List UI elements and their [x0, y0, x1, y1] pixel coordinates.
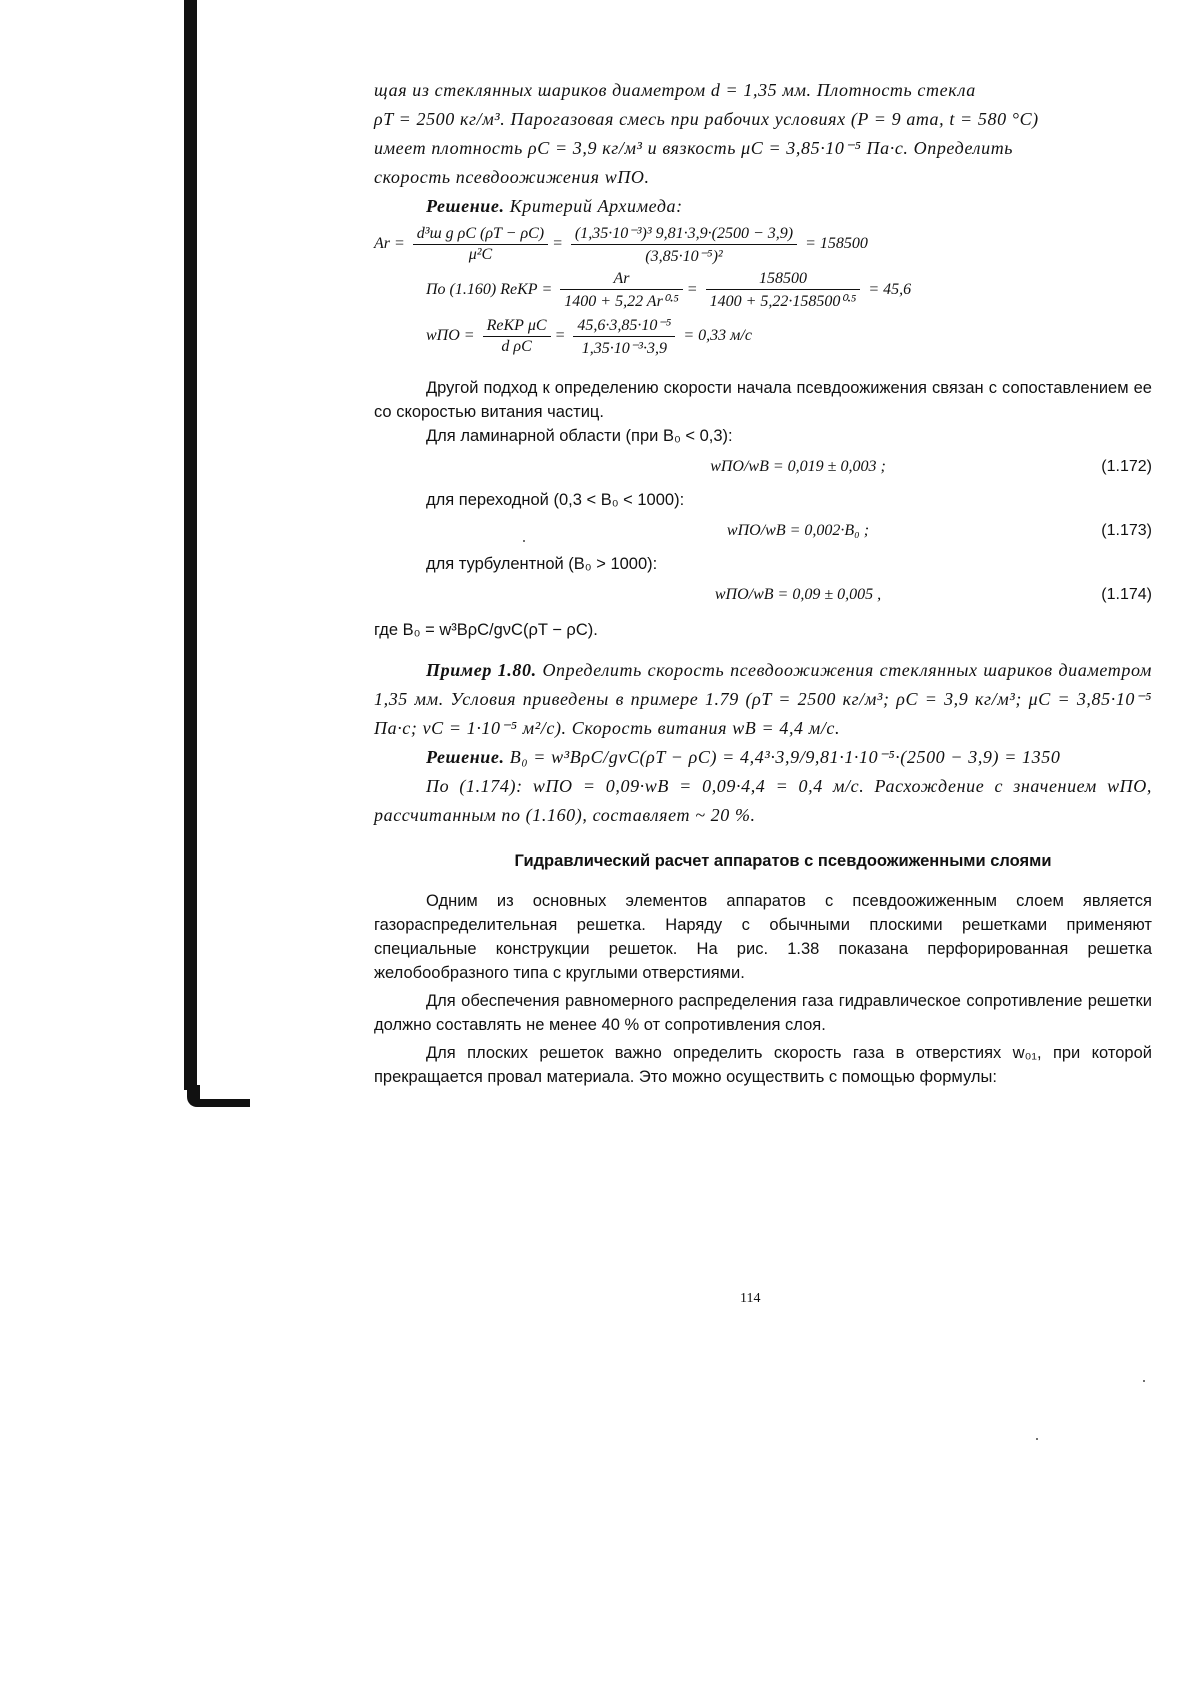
- paragraph-8: Одним из основных элементов аппаратов с псевдоожиженным слоем является газораспределительная решетка. Наряду с обычными плоскими решетками применяют специальные конструкции решеток. На рис. 1.38 показана перфорированная решетка желобообразного типа с круглыми отверстиями.: [374, 892, 1152, 982]
- paragraph-10: Для плоских решеток важно определить скорость газа в отверстиях w₀₁, при которой прекращается провал материала. Это можно осуществить с помощью формулы:: [374, 1044, 1152, 1086]
- re-prefix: По (1.160) ReКР =: [426, 281, 553, 299]
- re-fraction-1: [560, 270, 682, 311]
- page-content: [374, 76, 1152, 1089]
- text-line: ρT = 2500 кг/м³. Парогазовая смесь при рабочих условиях (P = 9 ama, t = 580 °C): [374, 109, 1039, 129]
- paragraph-6: где B₀ = w³ВρC/gνC(ρT − ρC).: [374, 621, 598, 639]
- equation-number: (1.172): [1101, 458, 1152, 475]
- fraction-denominator: 1,35·10⁻³·3,9: [581, 340, 667, 357]
- ar-result: = 158500: [805, 235, 868, 253]
- fraction-denominator: d ρC: [501, 338, 532, 355]
- fraction-numerator: ReКР μC: [483, 317, 551, 337]
- paragraph-1: [374, 76, 1152, 192]
- solution-line: [374, 192, 1152, 221]
- w-fraction-1: [483, 317, 551, 356]
- paragraph-4: для переходной (0,3 < B₀ < 1000):: [426, 491, 685, 509]
- archimedes-formula: Ar = $\frac{\text{d³ш g ρC (ρT − ρC)}}{\text{μ²C}}$ = $\frac{\text{(1,35·10⁻³)³ 9,81·3,9·(2500 − 3,9)}}{\text{(3,85·10⁻⁵)²}}$ = 158500: [374, 225, 868, 265]
- fraction-denominator: (3,85·10⁻⁵)²: [645, 248, 723, 265]
- ar-fraction-2: [571, 223, 797, 266]
- binding-shadow: [184, 0, 197, 1090]
- equation-1-173: [374, 512, 1152, 552]
- equation-1-174: [374, 576, 1152, 616]
- paragraph-5: для турбулентной (B₀ > 1000):: [426, 555, 658, 573]
- equation-text: wПО/wВ = 0,019 ± 0,003 ;: [710, 458, 886, 475]
- example-text: Определить скорость псевдоожижения стеклянных шариков диаметром 1,35 мм. Условия приведены в примере 1.79 (ρT = 2500 кг/м³; ρC = 3,9 кг/м³; μC = 3,85·10⁻⁵ Па·с; νC = 1·10⁻⁵ м²/с). Скорость витания wВ = 4,4 м/с.: [374, 660, 1152, 738]
- fraction-denominator: μ²C: [468, 246, 493, 263]
- fraction-numerator: d³ш g ρC (ρT − ρC): [413, 225, 548, 245]
- equation-number: (1.173): [1101, 522, 1152, 539]
- w-lhs: wПО =: [426, 327, 475, 345]
- equation-text: wПО/wВ = 0,002·B₀ ;: [726, 522, 870, 539]
- scan-speck: [1143, 1380, 1145, 1382]
- solution-text: Критерий Архимеда:: [509, 196, 683, 216]
- fraction-denominator: 1400 + 5,22 Ar⁰·⁵: [564, 293, 679, 310]
- paragraph-9: Для обеспечения равномерного распределения газа гидравлическое сопротивление решетки должно составлять не менее 40 % от сопротивления слоя.: [374, 992, 1152, 1034]
- equation-1-172: [374, 448, 1152, 488]
- fraction-numerator: 45,6·3,85·10⁻⁵: [573, 315, 675, 337]
- fraction-numerator: (1,35·10⁻³)³ 9,81·3,9·(2500 − 3,9): [571, 223, 797, 245]
- binding-shadow-hook: [187, 1085, 250, 1107]
- example-label: Пример 1.80.: [426, 660, 537, 680]
- reynolds-formula: По (1.160) ReКР = $\frac{Ar}{\text{1400 + 5,22 Ar⁰·⁵}}$ = $\frac{158500}{\text{1400 + 5,22·158500⁰·⁵}}$ = 45,6: [426, 270, 912, 310]
- text-line: имеет плотность ρC = 3,9 кг/м³ и вязкость μC = 3,85·10⁻⁵ Па·с. Определить: [374, 138, 1014, 158]
- section-heading: Гидравлический расчет аппаратов с псевдоожиженными слоями: [514, 852, 1052, 870]
- scan-speck: [523, 540, 525, 542]
- ar-lhs: Ar =: [374, 235, 405, 253]
- equation-number: (1.174): [1101, 586, 1152, 603]
- text-line: скорость псевдоожижения wПО.: [374, 167, 650, 187]
- paragraph-7: По (1.174): wПО = 0,09·wВ = 0,09·4,4 = 0,4 м/с. Расхождение с значением wПО, рассчитанным по (1.160), составляет ~ 20 %.: [374, 776, 1152, 825]
- page-number: 114: [740, 1291, 761, 1306]
- w-result: = 0,33 м/с: [683, 327, 752, 345]
- equation-text: wПО/wВ = 0,09 ± 0,005 ,: [714, 586, 882, 603]
- solution-label: Решение.: [426, 747, 505, 767]
- fraction-numerator: 158500: [706, 270, 861, 290]
- ar-fraction-1: [413, 225, 548, 264]
- fraction-denominator: 1400 + 5,22·158500⁰·⁵: [709, 293, 857, 310]
- w-fraction-2: [573, 315, 675, 358]
- re-result: = 45,6: [868, 281, 912, 299]
- scan-speck: [1036, 1438, 1038, 1440]
- solution-label: Решение.: [426, 196, 505, 216]
- re-fraction-2: [706, 270, 861, 311]
- solution-2: [374, 743, 1152, 772]
- example-1-80: [374, 656, 1152, 743]
- paragraph-2: Другой подход к определению скорости начала псевдоожижения связан с сопоставлением ее со скоростью витания частиц.: [374, 379, 1152, 421]
- solution-text: B₀ = w³ВρC/gνC(ρT − ρC) = 4,4³·3,9/9,81·1·10⁻⁵·(2500 − 3,9) = 1350: [509, 747, 1061, 767]
- text-line: щая из стеклянных шариков диаметром d = 1,35 мм. Плотность стекла: [374, 80, 976, 100]
- paragraph-3: Для ламинарной области (при B₀ < 0,3):: [426, 427, 733, 445]
- fraction-numerator: Ar: [560, 270, 682, 290]
- velocity-formula: wПО = $\frac{\text{ReКР μC}}{\text{d ρC}}$ = $\frac{\text{45,6·3,85·10⁻⁵}}{\text{1,35·10⁻³·3,9}}$ = 0,33 м/с: [426, 317, 752, 357]
